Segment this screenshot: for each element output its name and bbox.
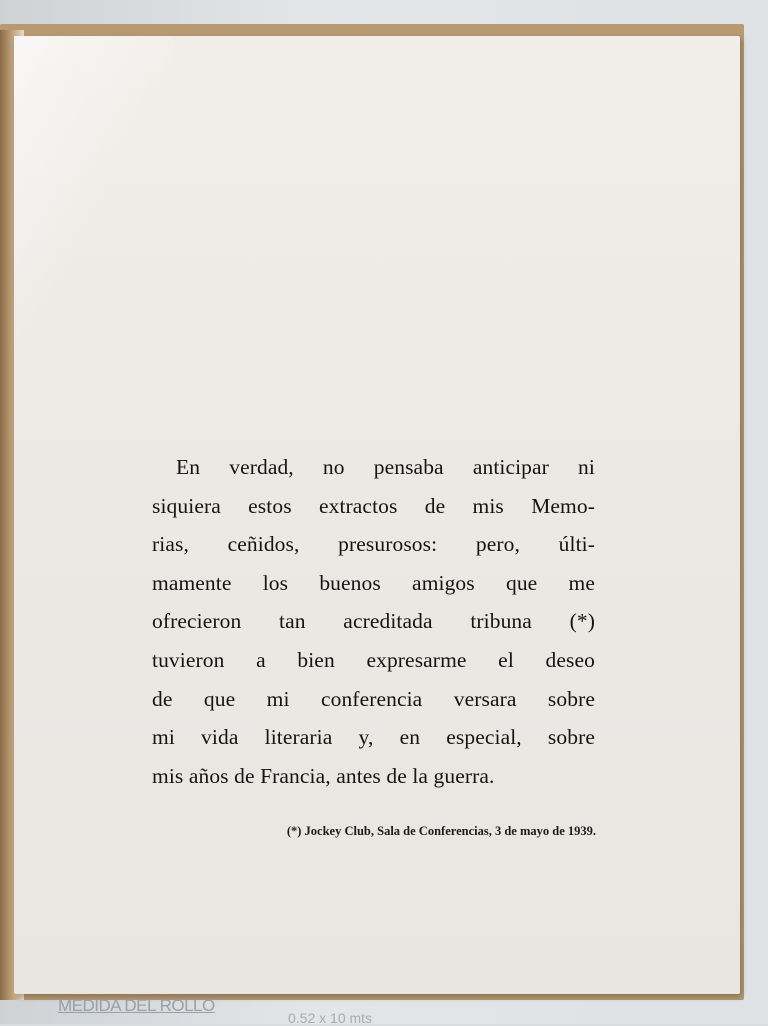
paragraph-line: mis años de Francia, antes de la guerra. — [152, 763, 495, 788]
paragraph-line: de que mi conferencia versara sobre — [152, 686, 595, 711]
background-label-size: 0.52 x 10 mts — [288, 1010, 373, 1026]
main-paragraph — [152, 448, 595, 795]
paragraph-line: En verdad, no pensaba anticipar ni — [176, 455, 595, 479]
footnote: (*) Jockey Club, Sala de Conferencias, 3 de mayo de 1939. — [286, 824, 596, 838]
paragraph-line: siquiera estos extractos de mis Memo- — [152, 493, 595, 518]
paragraph-line: mamente los buenos amigos que me — [152, 570, 595, 595]
background-label-title: MEDIDA DEL ROLLO — [58, 996, 215, 1015]
paragraph-line: mi vida literaria y, en especial, sobre — [152, 725, 595, 750]
paragraph-line: ofrecieron tan acreditada tribuna (*) — [152, 609, 595, 634]
paragraph-line: rias, ceñidos, presurosos: pero, últi- — [152, 532, 595, 557]
paragraph-line: tuvieron a bien expresarme el deseo — [152, 647, 595, 672]
